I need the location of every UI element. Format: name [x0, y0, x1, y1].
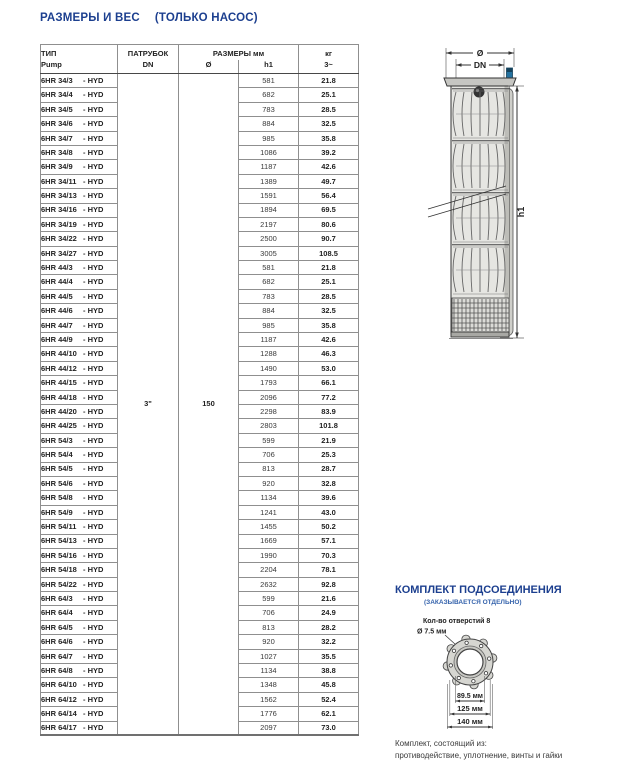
model-cell	[41, 88, 118, 102]
kg-value-cell: 108.5	[299, 246, 359, 260]
dim-140-label: 140 мм	[457, 717, 483, 726]
kg-value-cell: 28.5	[299, 289, 359, 303]
model-name: 6HR 54/11	[41, 522, 77, 532]
header-dimensions: РАЗМЕРЫ мм	[179, 45, 299, 60]
h1-value-cell: 1134	[239, 491, 299, 505]
model-cell	[41, 606, 118, 620]
kg-value-cell: 25.1	[299, 275, 359, 289]
kg-value-cell: 53.0	[299, 361, 359, 375]
model-cell	[41, 404, 118, 418]
kit-note-line1: Комплект, состоящий из:	[395, 739, 487, 748]
model-cell	[41, 592, 118, 606]
model-suffix: - HYD	[83, 723, 104, 733]
model-suffix: - HYD	[83, 234, 104, 244]
model-suffix: - HYD	[83, 392, 104, 402]
model-cell	[41, 649, 118, 663]
model-suffix: - HYD	[83, 363, 104, 373]
model-name: 6HR 44/7	[41, 320, 73, 330]
pump-body	[428, 78, 516, 339]
model-suffix: - HYD	[83, 522, 104, 532]
model-cell	[41, 361, 118, 375]
model-suffix: - HYD	[83, 694, 104, 704]
model-name: 6HR 44/20	[41, 406, 77, 416]
model-name: 6HR 54/4	[41, 450, 73, 460]
kg-value-cell: 35.8	[299, 318, 359, 332]
kg-value-cell: 21.6	[299, 592, 359, 606]
h1-value-cell: 1241	[239, 505, 299, 519]
model-name: 6HR 64/12	[41, 694, 77, 704]
table-header	[41, 45, 359, 74]
pump-drawing	[420, 38, 620, 350]
kg-value-cell: 50.2	[299, 520, 359, 534]
h1-value-cell: 884	[239, 304, 299, 318]
model-cell	[41, 577, 118, 591]
model-name: 6HR 64/5	[41, 622, 73, 632]
kg-value-cell: 38.8	[299, 664, 359, 678]
diameter-value-cell: 150	[179, 74, 239, 736]
kg-value-cell: 78.1	[299, 563, 359, 577]
page-title-main: РАЗМЕРЫ И ВЕС	[40, 12, 140, 24]
h1-value-cell: 682	[239, 88, 299, 102]
kit-flange-drawing	[395, 612, 595, 738]
model-suffix: - HYD	[83, 421, 104, 431]
model-cell	[41, 347, 118, 361]
model-suffix: - HYD	[83, 320, 104, 330]
model-name: 6HR 34/27	[41, 248, 77, 258]
h1-value-cell: 1894	[239, 203, 299, 217]
model-suffix: - HYD	[83, 90, 104, 100]
model-cell	[41, 275, 118, 289]
model-name: 6HR 34/16	[41, 205, 77, 215]
model-suffix: - HYD	[83, 349, 104, 359]
kg-value-cell: 32.5	[299, 304, 359, 318]
dim-89-5-label: 89.5 мм	[457, 693, 483, 700]
kg-value-cell: 66.1	[299, 376, 359, 390]
h1-value-cell: 920	[239, 476, 299, 490]
model-name: 6HR 64/4	[41, 608, 73, 618]
model-name: 6HR 44/4	[41, 277, 73, 287]
model-cell	[41, 462, 118, 476]
h1-value-cell: 1455	[239, 520, 299, 534]
model-name: 6HR 54/13	[41, 536, 77, 546]
model-name: 6HR 54/9	[41, 507, 73, 517]
model-suffix: - HYD	[83, 147, 104, 157]
model-name: 6HR 64/7	[41, 651, 73, 661]
model-name: 6HR 64/8	[41, 665, 73, 675]
model-name: 6HR 44/18	[41, 392, 77, 402]
h1-value-cell: 1990	[239, 548, 299, 562]
h1-value-cell: 920	[239, 635, 299, 649]
h1-value-cell: 599	[239, 592, 299, 606]
kg-value-cell: 25.1	[299, 88, 359, 102]
model-cell	[41, 203, 118, 217]
model-suffix: - HYD	[83, 637, 104, 647]
model-cell	[41, 692, 118, 706]
kg-value-cell: 32.2	[299, 635, 359, 649]
model-suffix: - HYD	[83, 75, 104, 85]
kit-subtitle: (ЗАКАЗЫВАЕТСЯ ОТДЕЛЬНО)	[424, 599, 522, 606]
kg-value-cell: 43.0	[299, 505, 359, 519]
dim-125-label: 125 мм	[457, 704, 483, 713]
h1-value-cell: 884	[239, 117, 299, 131]
model-name: 6HR 34/5	[41, 104, 73, 114]
model-name: 6HR 34/4	[41, 90, 73, 100]
kg-value-cell: 28.7	[299, 462, 359, 476]
model-suffix: - HYD	[83, 579, 104, 589]
h1-value-cell: 1288	[239, 347, 299, 361]
kg-value-cell: 70.3	[299, 548, 359, 562]
h1-value-cell: 1086	[239, 145, 299, 159]
h1-value-cell: 581	[239, 74, 299, 88]
model-cell	[41, 548, 118, 562]
kg-value-cell: 46.3	[299, 347, 359, 361]
model-cell	[41, 246, 118, 260]
header-diameter: Ø	[179, 60, 239, 74]
h1-value-cell: 813	[239, 462, 299, 476]
model-suffix: - HYD	[83, 334, 104, 344]
model-suffix: - HYD	[83, 248, 104, 258]
model-name: 6HR 54/18	[41, 565, 77, 575]
model-cell	[41, 534, 118, 548]
model-cell	[41, 448, 118, 462]
model-cell	[41, 232, 118, 246]
model-name: 6HR 64/6	[41, 637, 73, 647]
h1-value-cell: 985	[239, 131, 299, 145]
flange	[443, 635, 497, 689]
kg-value-cell: 52.4	[299, 692, 359, 706]
model-suffix: - HYD	[83, 162, 104, 172]
header-h1: h1	[239, 60, 299, 74]
model-suffix: - HYD	[83, 680, 104, 690]
model-name: 6HR 44/6	[41, 306, 73, 316]
h1-value-cell: 706	[239, 448, 299, 462]
model-suffix: - HYD	[83, 464, 104, 474]
model-suffix: - HYD	[83, 493, 104, 503]
model-name: 6HR 34/8	[41, 147, 73, 157]
model-cell	[41, 217, 118, 231]
model-name: 6HR 44/12	[41, 363, 77, 373]
h1-value-cell: 2500	[239, 232, 299, 246]
h1-value-cell: 1591	[239, 189, 299, 203]
model-suffix: - HYD	[83, 133, 104, 143]
model-suffix: - HYD	[83, 263, 104, 273]
kg-value-cell: 42.6	[299, 160, 359, 174]
h1-label: h1	[516, 206, 526, 218]
model-suffix: - HYD	[83, 306, 104, 316]
model-name: 6HR 54/16	[41, 550, 77, 560]
model-name: 6HR 34/6	[41, 119, 73, 129]
kg-value-cell: 21.8	[299, 74, 359, 88]
h1-value-cell: 783	[239, 102, 299, 116]
kit-note-line2: противодействие, уплотнение, винты и гайки	[395, 751, 563, 761]
h1-value-cell: 599	[239, 433, 299, 447]
header-kg: кг	[299, 45, 359, 60]
h1-value-cell: 1562	[239, 692, 299, 706]
kg-value-cell: 101.8	[299, 419, 359, 433]
kg-value-cell: 42.6	[299, 333, 359, 347]
model-cell	[41, 390, 118, 404]
header-phase: 3~	[299, 60, 359, 74]
model-name: 6HR 64/3	[41, 594, 73, 603]
model-suffix: - HYD	[83, 291, 104, 301]
model-name: 6HR 34/11	[41, 176, 77, 186]
model-cell	[41, 491, 118, 505]
kit-title: КОМПЛЕКТ ПОДСОЕДИНЕНИЯ	[395, 584, 562, 596]
model-cell	[41, 419, 118, 433]
h1-value-cell: 581	[239, 261, 299, 275]
model-name: 6HR 44/10	[41, 349, 77, 359]
kg-value-cell: 62.1	[299, 707, 359, 721]
model-name: 6HR 44/3	[41, 263, 73, 273]
model-cell	[41, 74, 118, 88]
dimensions-weight-table	[40, 44, 359, 736]
model-cell	[41, 520, 118, 534]
model-name: 6HR 34/7	[41, 133, 73, 143]
model-cell	[41, 131, 118, 145]
model-name: 6HR 34/9	[41, 162, 73, 172]
header-type-en: Pump	[41, 60, 118, 74]
model-name: 6HR 64/14	[41, 709, 77, 719]
h1-value-cell: 1490	[239, 361, 299, 375]
h1-value-cell: 2298	[239, 404, 299, 418]
h1-value-cell: 2096	[239, 390, 299, 404]
kg-value-cell: 39.2	[299, 145, 359, 159]
model-cell	[41, 664, 118, 678]
model-cell	[41, 707, 118, 721]
model-cell	[41, 476, 118, 490]
model-name: 6HR 34/13	[41, 191, 77, 201]
kg-value-cell: 73.0	[299, 721, 359, 735]
model-cell	[41, 289, 118, 303]
model-cell	[41, 189, 118, 203]
h1-value-cell: 682	[239, 275, 299, 289]
kg-value-cell: 69.5	[299, 203, 359, 217]
model-cell	[41, 102, 118, 116]
kit-hole-diameter-label: Ø 7.5 мм	[417, 628, 447, 636]
kg-value-cell: 24.9	[299, 606, 359, 620]
h1-value-cell: 1027	[239, 649, 299, 663]
kit-note	[395, 738, 562, 763]
model-name: 6HR 44/5	[41, 291, 73, 301]
kg-value-cell: 32.5	[299, 117, 359, 131]
model-cell	[41, 433, 118, 447]
model-cell	[41, 261, 118, 275]
model-cell	[41, 505, 118, 519]
h1-value-cell: 706	[239, 606, 299, 620]
kg-value-cell: 28.5	[299, 102, 359, 116]
model-suffix: - HYD	[83, 219, 104, 229]
model-cell	[41, 563, 118, 577]
model-name: 6HR 54/3	[41, 435, 73, 445]
header-conn-en: DN	[118, 60, 179, 74]
kg-value-cell: 35.5	[299, 649, 359, 663]
kg-value-cell: 32.8	[299, 476, 359, 490]
kg-value-cell: 80.6	[299, 217, 359, 231]
kg-value-cell: 77.2	[299, 390, 359, 404]
kg-value-cell: 83.9	[299, 404, 359, 418]
h1-value-cell: 2204	[239, 563, 299, 577]
model-cell	[41, 635, 118, 649]
model-name: 6HR 44/25	[41, 421, 77, 431]
model-name: 6HR 64/10	[41, 680, 77, 690]
h1-value-cell: 783	[239, 289, 299, 303]
h1-value-cell: 3005	[239, 246, 299, 260]
kg-value-cell: 25.3	[299, 448, 359, 462]
model-name: 6HR 54/22	[41, 579, 77, 589]
header-type-ru: ТИП	[41, 45, 118, 60]
model-cell	[41, 174, 118, 188]
model-cell	[41, 304, 118, 318]
model-name: 6HR 54/6	[41, 478, 73, 488]
model-suffix: - HYD	[83, 435, 104, 445]
kit-holes-label: Кол-во отверстий 8	[423, 618, 491, 625]
model-suffix: - HYD	[83, 277, 104, 287]
model-name: 6HR 44/15	[41, 378, 77, 388]
h1-value-cell: 1348	[239, 678, 299, 692]
page-title-sub: (ТОЛЬКО НАСОС)	[154, 12, 258, 24]
model-cell	[41, 145, 118, 159]
kg-value-cell: 21.9	[299, 433, 359, 447]
model-name: 6HR 54/8	[41, 493, 73, 503]
kg-value-cell: 56.4	[299, 189, 359, 203]
model-suffix: - HYD	[83, 622, 104, 632]
h1-value-cell: 1669	[239, 534, 299, 548]
kg-value-cell: 49.7	[299, 174, 359, 188]
dn-value-cell: 3"	[118, 74, 179, 736]
dn-label: DN	[473, 60, 487, 70]
model-name: 6HR 34/22	[41, 234, 77, 244]
header-conn-ru: ПАТРУБОК	[118, 45, 179, 60]
model-suffix: - HYD	[83, 608, 104, 618]
model-suffix: - HYD	[83, 565, 104, 575]
h1-value-cell: 1187	[239, 333, 299, 347]
model-suffix: - HYD	[83, 450, 104, 460]
model-name: 6HR 34/19	[41, 219, 77, 229]
model-name: 6HR 64/17	[41, 723, 77, 733]
kg-value-cell: 39.6	[299, 491, 359, 505]
h1-value-cell: 985	[239, 318, 299, 332]
model-suffix: - HYD	[83, 119, 104, 129]
kg-value-cell: 92.8	[299, 577, 359, 591]
h1-value-cell: 1776	[239, 707, 299, 721]
model-suffix: - HYD	[83, 406, 104, 416]
diameter-label: Ø	[476, 48, 484, 58]
model-suffix: - HYD	[83, 507, 104, 517]
model-cell	[41, 117, 118, 131]
model-cell	[41, 376, 118, 390]
model-name: 6HR 44/9	[41, 334, 73, 344]
kg-value-cell: 45.8	[299, 678, 359, 692]
model-suffix: - HYD	[83, 594, 104, 603]
model-cell	[41, 620, 118, 634]
h1-value-cell: 2632	[239, 577, 299, 591]
model-suffix: - HYD	[83, 709, 104, 719]
kg-value-cell: 35.8	[299, 131, 359, 145]
h1-value-cell: 2803	[239, 419, 299, 433]
model-cell	[41, 678, 118, 692]
h1-value-cell: 1793	[239, 376, 299, 390]
kg-value-cell: 21.8	[299, 261, 359, 275]
model-name: 6HR 34/3	[41, 75, 73, 85]
kg-value-cell: 57.1	[299, 534, 359, 548]
model-cell	[41, 318, 118, 332]
model-cell	[41, 333, 118, 347]
page-title	[40, 12, 258, 24]
model-suffix: - HYD	[83, 378, 104, 388]
model-cell	[41, 160, 118, 174]
model-cell	[41, 721, 118, 735]
h1-value-cell: 1134	[239, 664, 299, 678]
model-suffix: - HYD	[83, 550, 104, 560]
model-suffix: - HYD	[83, 191, 104, 201]
model-suffix: - HYD	[83, 104, 104, 114]
h1-value-cell: 2097	[239, 721, 299, 735]
pump-table-body	[41, 74, 359, 736]
h1-value-cell: 1187	[239, 160, 299, 174]
model-suffix: - HYD	[83, 651, 104, 661]
model-suffix: - HYD	[83, 478, 104, 488]
h1-value-cell: 2197	[239, 217, 299, 231]
model-suffix: - HYD	[83, 536, 104, 546]
table-row	[41, 74, 359, 88]
model-name: 6HR 54/5	[41, 464, 73, 474]
model-suffix: - HYD	[83, 665, 104, 675]
h1-value-cell: 1389	[239, 174, 299, 188]
model-suffix: - HYD	[83, 176, 104, 186]
kg-value-cell: 28.2	[299, 620, 359, 634]
dn-dimension	[456, 59, 504, 78]
h1-value-cell: 813	[239, 620, 299, 634]
kg-value-cell: 90.7	[299, 232, 359, 246]
model-suffix: - HYD	[83, 205, 104, 215]
